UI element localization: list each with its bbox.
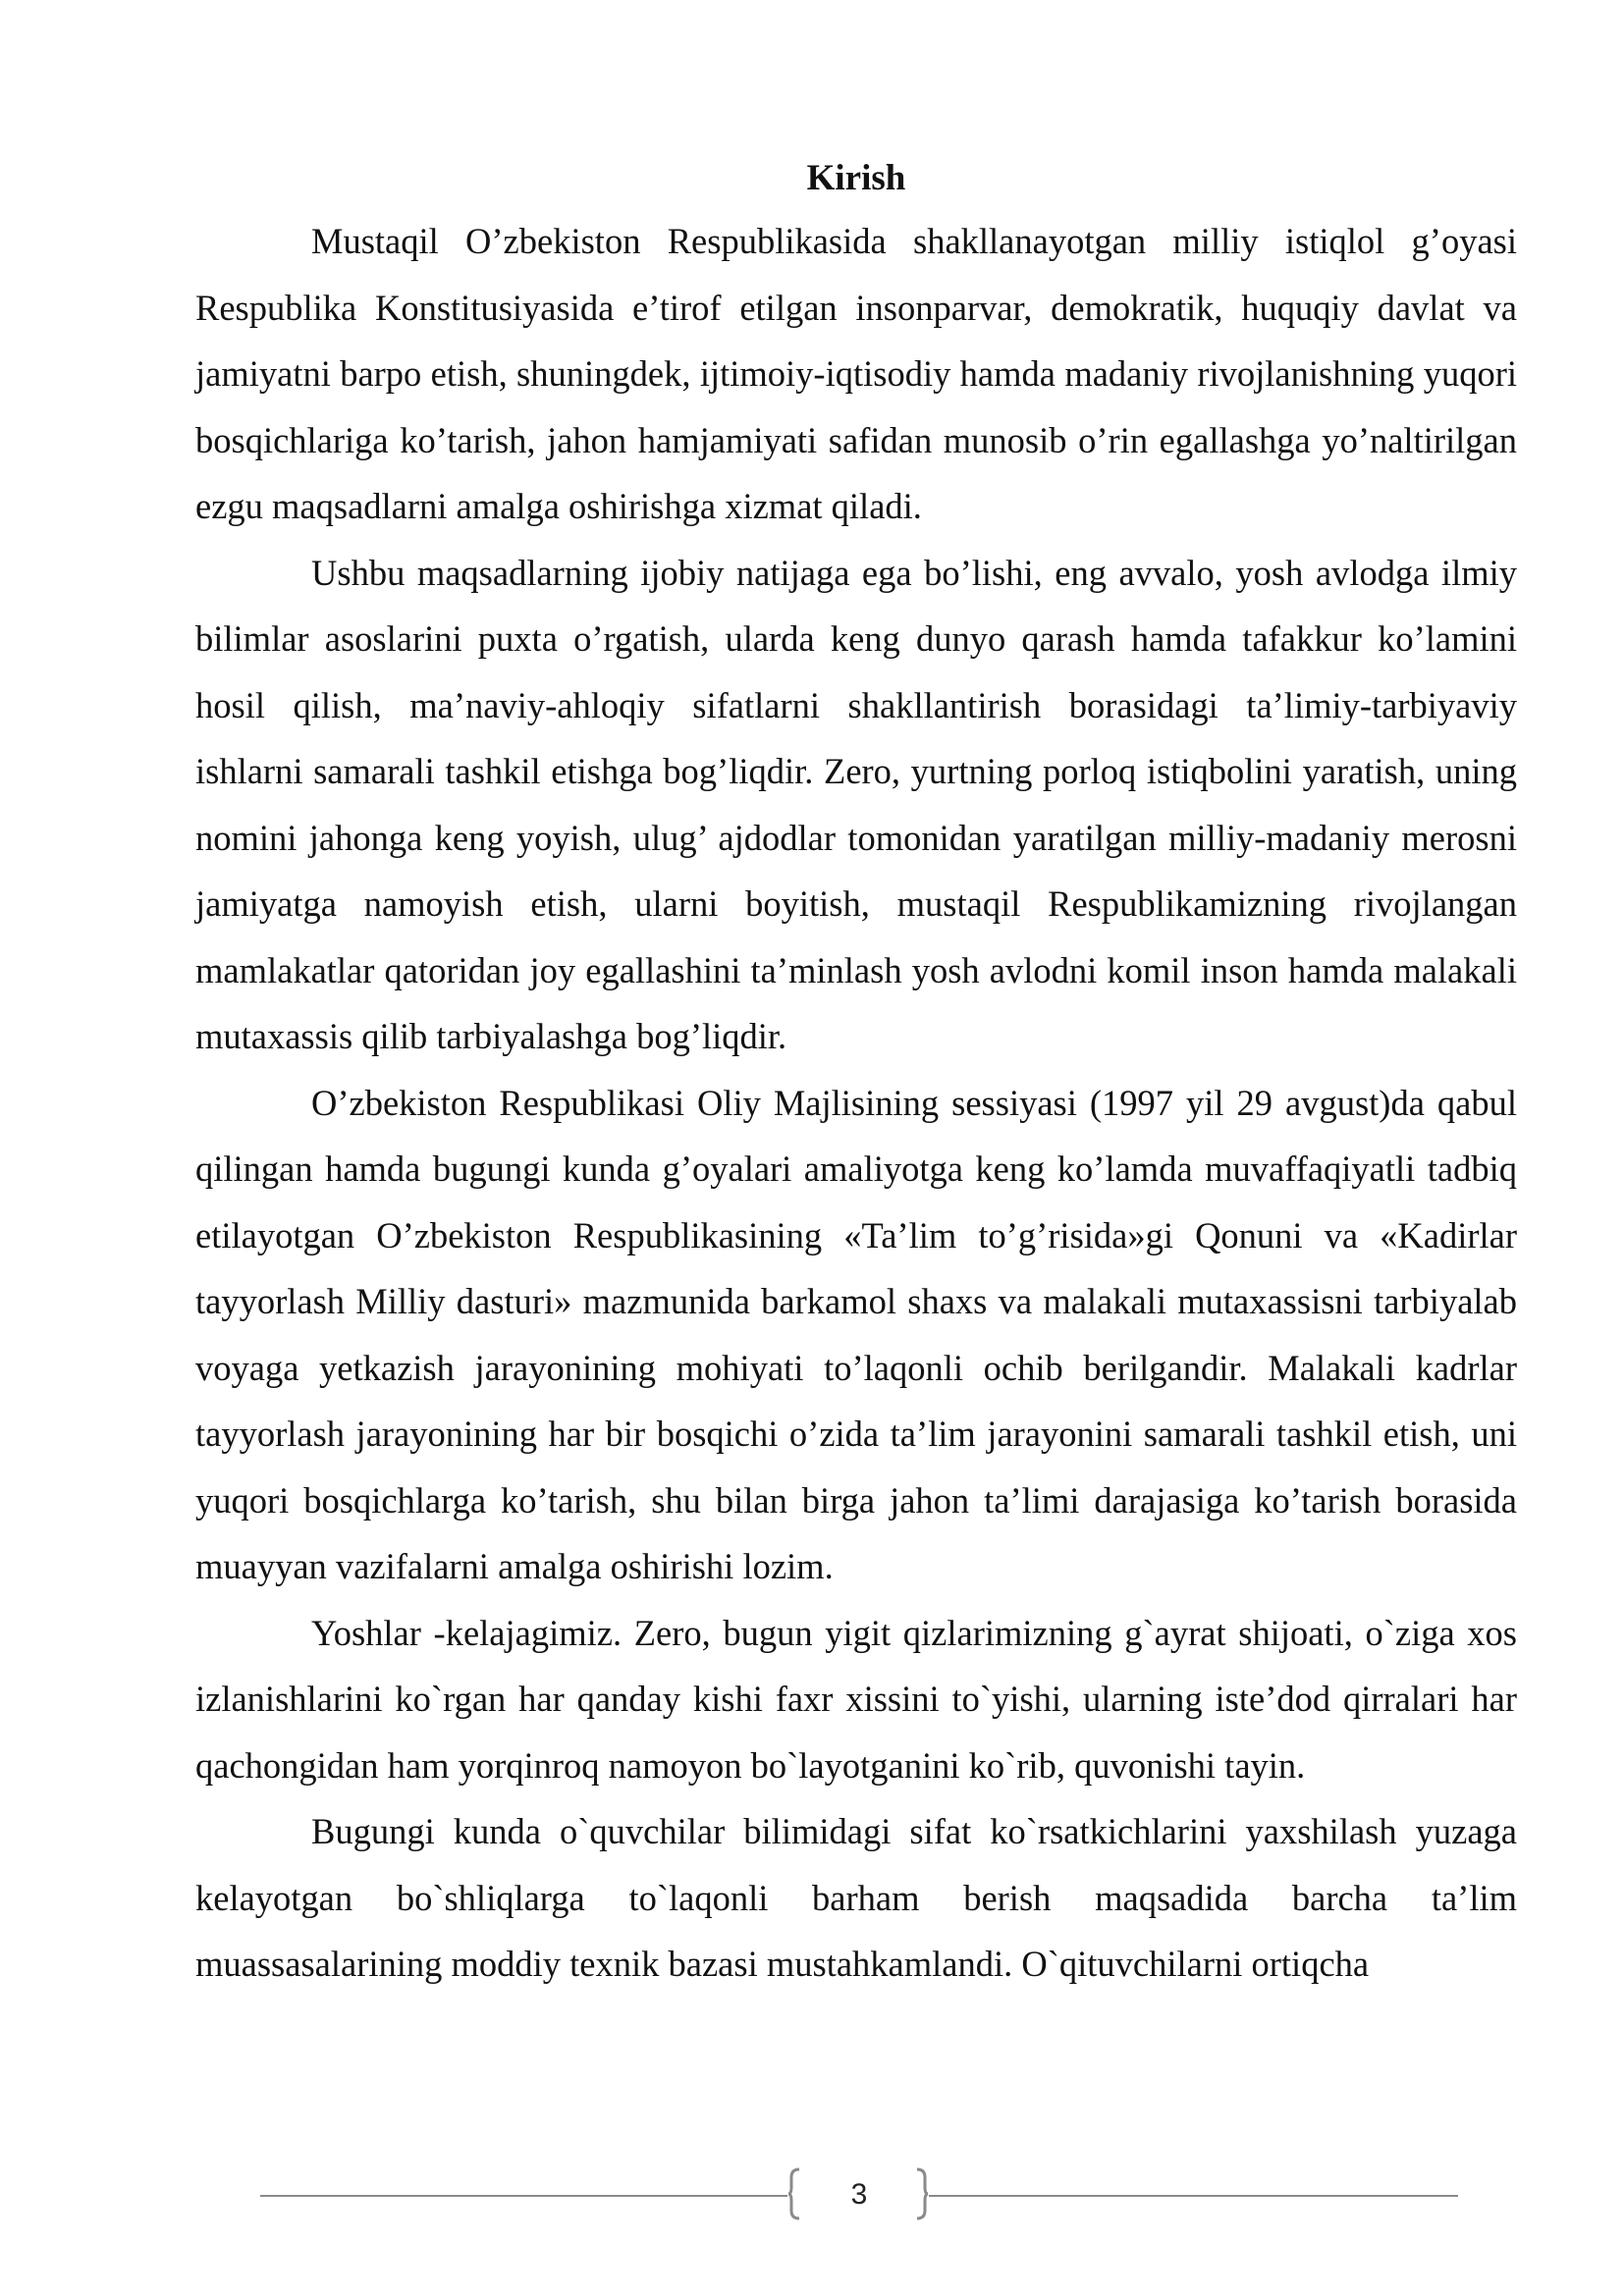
section-title: Kirish: [806, 158, 906, 198]
page-number: 3: [850, 2178, 868, 2211]
paragraph-4: Yoshlar -kelajagimiz. Zero, bugun yigit qizlarimizning g`ayrat shijoati, o`ziga xos izlanishlarini ko`rgan har qanday kishi faxr xissini to`yishi, ularning iste’dod qirralari har qachongidan ham yorqinroq namoyon bo`layotganini ko`rib, quvonishi tayin.: [195, 1612, 1517, 1786]
paragraph-1: Mustaqil O’zbekiston Respublikasida shakllanayotgan milliy istiqlol g’oyasi Respublika Konstitusiyasida e’tirof etilgan insonparvar, demokratik, huquqiy davlat va jamiyatni barpo etish, shuningdek, ijtimoiy-iqtisodiy hamda madaniy rivojlanishning yuqori bosqichlariga ko’tarish, jahon hamjamiyati safidan munosib o’rin egallashga yo’naltirilgan ezgu maqsadlarni amalga oshirishga xizmat qiladi.: [195, 221, 1517, 526]
document-body: [195, 149, 1517, 1998]
right-bracket-icon: [915, 2167, 929, 2220]
paragraph-2: Ushbu maqsadlarning ijobiy natijaga ega bo’lishi, eng avvalo, yosh avlodga ilmiy bilimlar asoslarini puxta o’rgatish, ularda keng dunyo qarash hamda tafakkur ko’lamini hosil qilish, ma’naviy-ahloqiy sifatlarni shakllantirish borasidagi ta’limiy-tarbiyaviy ishlarni samarali tashkil etishga bog’liqdir. Zero, yurtning porloq istiqbolini yaratish, uning nomini jahonga keng yoyish, ulug’ ajdodlar tomonidan yaratilgan milliy-madaniy merosni jamiyatga namoyish etish, ularni boyitish, mustaqil Respublikamizning rivojlangan mamlakatlar qatoridan joy egallashini ta’minlash yosh avlodni komil inson hamda malakali mutaxassis qilib tarbiyalashga bog’liqdir.: [195, 552, 1517, 1056]
page-footer: [260, 2167, 1458, 2226]
left-bracket-icon: [787, 2167, 801, 2220]
footer-rule-left: [260, 2195, 787, 2197]
paragraph-3: O’zbekiston Respublikasi Oliy Majlisining sessiyasi (1997 yil 29 avgust)da qabul qilingan hamda bugungi kunda g’oyalari amaliyotga keng ko’lamda muvaffaqiyatli tadbiq etilayotgan O’zbekiston Respublikasining «Ta’lim to’g’risida»gi Qonuni va «Kadirlar tayyorlash Milliy dasturi» mazmunida barkamol shaxs va malakali mutaxassisni tarbiyalab voyaga yetkazish jarayonining mohiyati to’laqonli ochib berilgandir. Malakali kadrlar tayyorlash jarayonining har bir bosqichi o’zida ta’lim jarayonini samarali tashkil etish, uni yuqori bosqichlarga ko’tarish, shu bilan birga jahon ta’limi darajasiga ko’tarish borasida muayyan vazifalarni amalga oshirishi lozim.: [195, 1082, 1517, 1586]
footer-rule-right: [929, 2195, 1458, 2197]
paragraph-5: Bugungi kunda o`quvchilar bilimidagi sifat ko`rsatkichlarini yaxshilash yuzaga kelayotgan bo`shliqlarga to`laqonli barham berish maqsadida barcha ta’lim muassasalarining moddiy texnik bazasi mustahkamlandi. O`qituvchilarni ortiqcha: [195, 1811, 1517, 1984]
